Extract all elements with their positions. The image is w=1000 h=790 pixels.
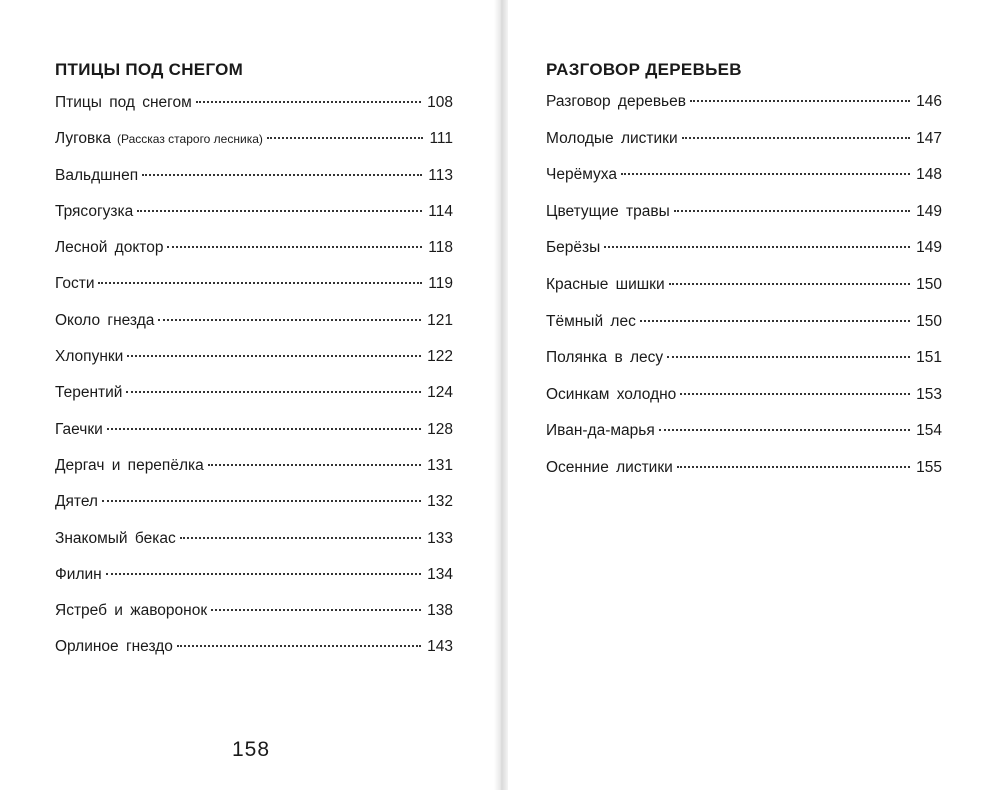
toc-entry [55, 419, 453, 455]
entry-title: Тёмный лес [546, 312, 636, 330]
toc-entry [55, 346, 453, 382]
toc-entry [55, 382, 453, 418]
entry-page-number: 148 [916, 166, 942, 184]
toc-entry [55, 491, 453, 527]
entry-page-number: 153 [916, 385, 942, 403]
entry-page-number: 149 [916, 239, 942, 257]
toc-entry [546, 237, 942, 274]
dot-leader [208, 464, 421, 466]
section-title: РАЗГОВОР ДЕРЕВЬЕВ [546, 60, 742, 79]
entry-page-number: 113 [428, 166, 453, 184]
section-title: ПТИЦЫ ПОД СНЕГОМ [55, 60, 244, 79]
toc-entry [55, 237, 453, 273]
entry-page-number: 134 [427, 565, 453, 583]
toc-entry [55, 273, 453, 309]
entry-title: Птицы под снегом [55, 94, 192, 111]
dot-leader [669, 283, 911, 285]
entry-page-number: 114 [428, 202, 453, 220]
right-page [508, 0, 1000, 790]
dot-leader [158, 319, 421, 321]
entry-page-number: 108 [427, 94, 453, 111]
entry-title: Луговка [55, 130, 112, 148]
toc-entry [55, 636, 453, 672]
dot-leader [604, 246, 910, 248]
toc-entry [55, 455, 453, 491]
entry-title: Около гнезда [55, 311, 155, 329]
entry-title: Осенние листики [546, 458, 673, 476]
entry-note: (Рассказ старого лесника) [117, 132, 263, 147]
entry-page-number: 122 [427, 348, 453, 366]
entry-page-number: 143 [427, 638, 453, 656]
toc-entry [546, 457, 942, 494]
entry-title: Дятел [55, 493, 98, 511]
dot-leader [640, 320, 910, 322]
toc-entry [55, 165, 453, 201]
entry-page-number: 119 [428, 275, 453, 293]
toc-entry [546, 164, 942, 201]
dot-leader [106, 573, 421, 575]
toc-entry [546, 347, 942, 384]
entry-page-number: 124 [427, 384, 453, 402]
toc-entry [546, 91, 942, 128]
entry-page-number: 155 [916, 458, 942, 476]
entry-page-number: 147 [916, 129, 942, 147]
dot-leader [98, 282, 422, 284]
entry-page-number: 133 [427, 529, 453, 547]
entry-page-number: 151 [916, 349, 942, 367]
entry-title: Орлиное гнездо [55, 638, 173, 656]
dot-leader [137, 210, 422, 212]
entry-title: Красные шишки [546, 275, 665, 293]
dot-leader [107, 428, 421, 430]
toc-entry [55, 600, 453, 636]
dot-leader [677, 466, 910, 468]
dot-leader [142, 174, 422, 176]
entry-title: Берёзы [546, 239, 601, 257]
toc-entry [55, 92, 453, 128]
dot-leader [659, 429, 910, 431]
toc-entry [55, 128, 453, 164]
entry-page-number: 131 [427, 456, 453, 474]
entry-title: Хлопунки [55, 348, 124, 366]
dot-leader [211, 609, 421, 611]
entry-title: Дергач и перепёлка [55, 456, 204, 474]
entry-title: Черёмуха [546, 166, 617, 184]
entry-page-number: 132 [427, 493, 453, 511]
entry-page-number: 128 [427, 420, 453, 438]
dot-leader [127, 355, 421, 357]
dot-leader [126, 391, 421, 393]
entry-page-number: 146 [916, 93, 942, 110]
dot-leader [621, 173, 910, 175]
dot-leader [102, 500, 421, 502]
dot-leader [667, 356, 910, 358]
book-gutter [494, 0, 508, 790]
dot-leader [674, 210, 910, 212]
left-page [0, 0, 494, 790]
entry-title: Ястреб и жаворонок [55, 602, 208, 620]
toc-entry [55, 528, 453, 564]
entry-title: Гаечки [55, 420, 103, 438]
dot-leader [690, 100, 910, 102]
toc-list [55, 92, 453, 673]
entry-title: Вальдшнеп [55, 166, 139, 184]
entry-title: Цветущие травы [546, 202, 670, 220]
entry-title: Филин [55, 565, 102, 583]
entry-page-number: 149 [916, 202, 942, 220]
entry-title: Разговор деревьев [546, 93, 686, 110]
toc-list [546, 91, 942, 494]
dot-leader [167, 246, 422, 248]
toc-entry [55, 310, 453, 346]
entry-page-number: 118 [428, 239, 453, 257]
entry-title: Знакомый бекас [55, 529, 176, 547]
entry-page-number: 150 [916, 312, 942, 330]
entry-page-number: 150 [916, 275, 942, 293]
entry-title: Гости [55, 275, 95, 293]
entry-title: Лесной доктор [55, 239, 164, 257]
entry-page-number: 121 [427, 311, 453, 329]
page-number: 158 [232, 738, 271, 761]
entry-page-number: 138 [427, 602, 453, 620]
toc-entry [546, 128, 942, 165]
toc-entry [546, 384, 942, 421]
dot-leader [680, 393, 910, 395]
toc-entry [55, 564, 453, 600]
entry-title: Молодые листики [546, 129, 678, 147]
dot-leader [177, 645, 421, 647]
toc-entry [546, 201, 942, 238]
entry-page-number: 154 [916, 422, 942, 440]
toc-entry [546, 274, 942, 311]
toc-entry [55, 201, 453, 237]
dot-leader [267, 137, 424, 139]
dot-leader [196, 101, 421, 103]
toc-entry [546, 420, 942, 457]
toc-entry [546, 311, 942, 348]
entry-page-number: 111 [429, 130, 453, 148]
entry-title: Иван-да-марья [546, 422, 655, 440]
entry-title: Осинкам холодно [546, 385, 677, 403]
dot-leader [180, 537, 421, 539]
entry-title: Трясогузка [55, 202, 134, 220]
entry-title: Полянка в лесу [546, 349, 664, 367]
entry-title: Терентий [55, 384, 123, 402]
dot-leader [682, 137, 911, 139]
